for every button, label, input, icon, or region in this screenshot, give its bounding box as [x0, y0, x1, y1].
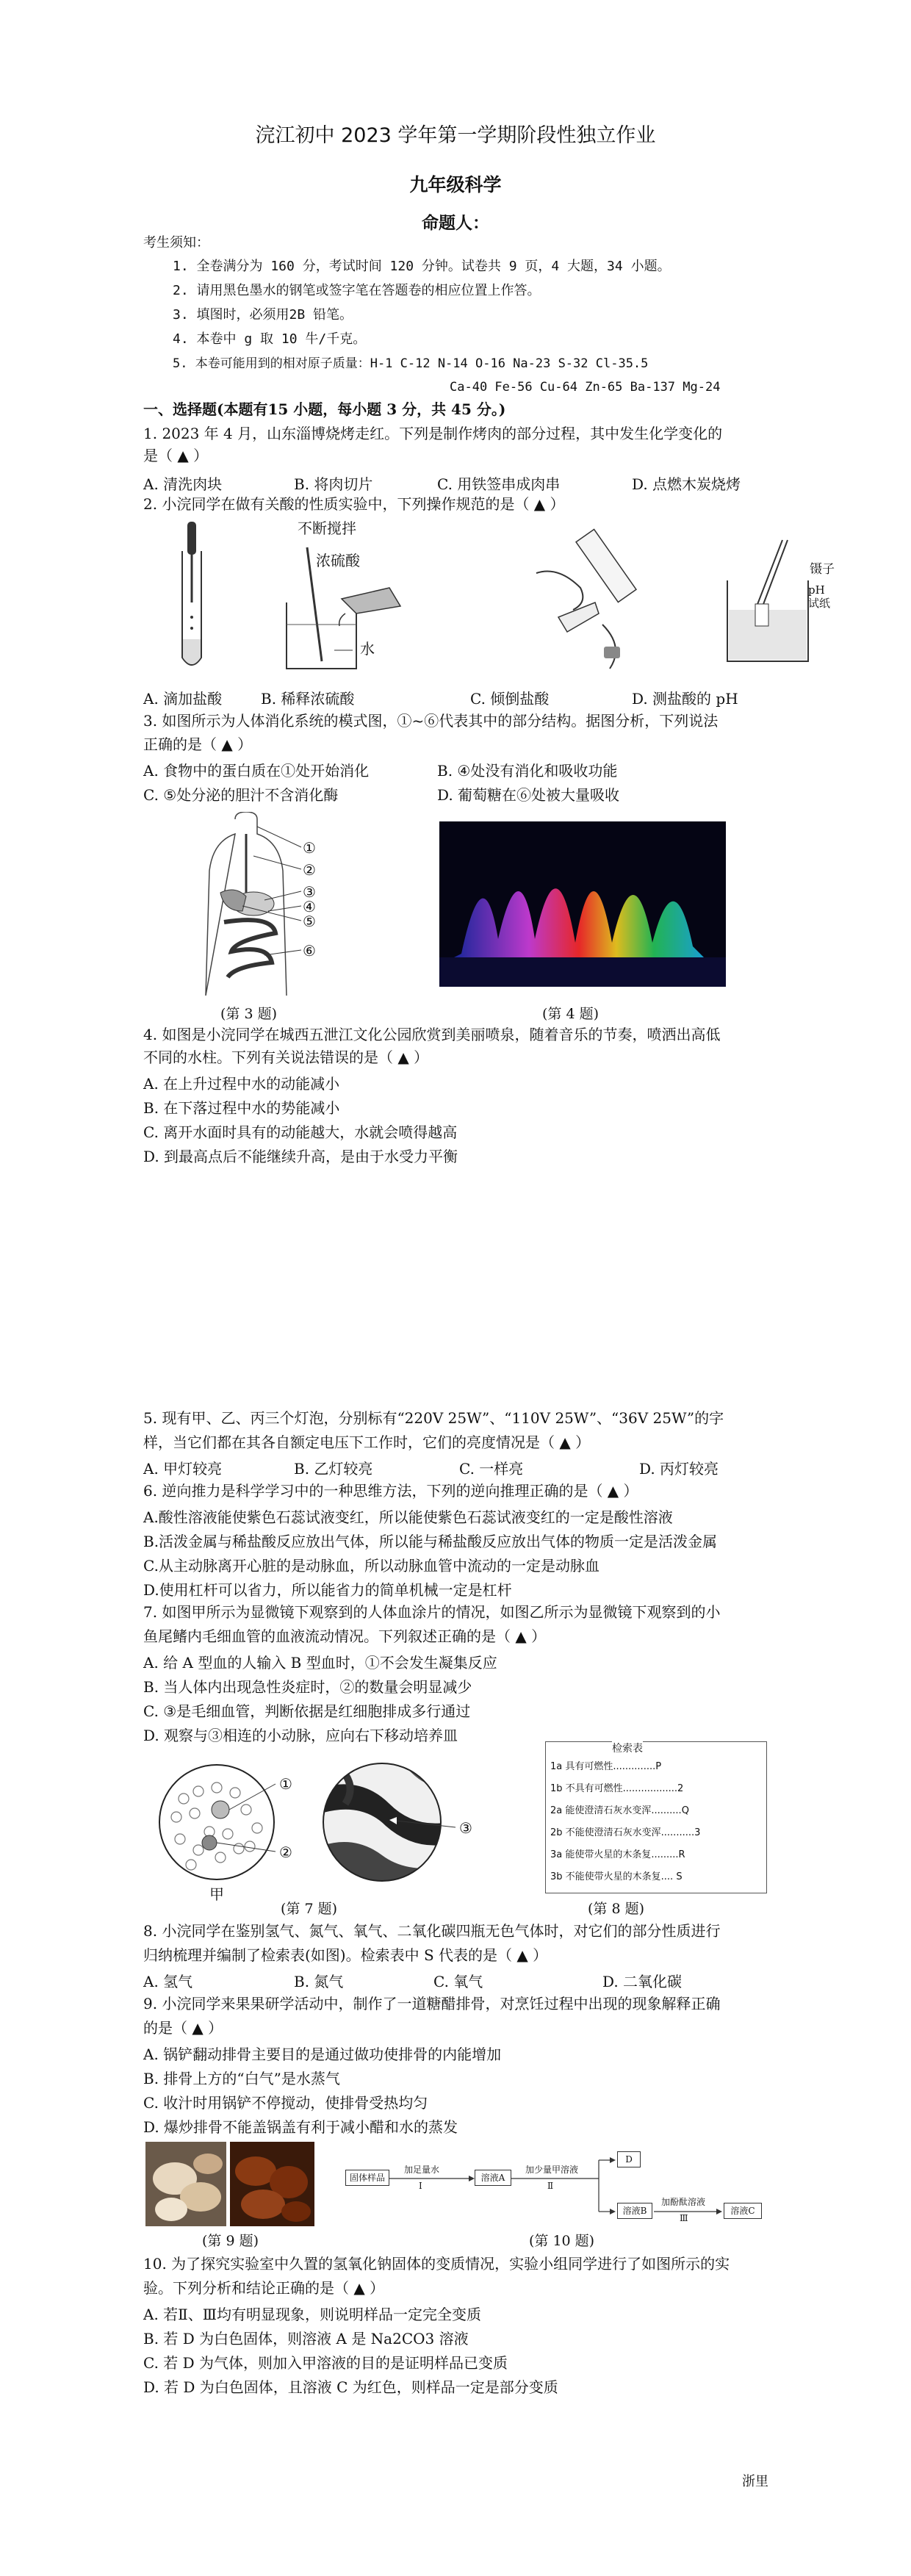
q2-option-c[interactable]: C. 倾倒盐酸: [470, 690, 550, 708]
q6-option-b[interactable]: B.活泼金属与稀盐酸反应放出气体，所以能与稀盐酸反应放出气体的物质一定是活泼金属: [143, 1533, 718, 1550]
q2-label-ph: pH: [808, 583, 825, 597]
q4-option-a[interactable]: A. 在上升过程中水的动能减小: [143, 1075, 340, 1093]
notice-item: 5. 本卷可能用到的相对原子质量：H-1 C-12 N-14 O-16 Na-23 S-32 Cl-35.5: [173, 356, 649, 371]
q9-option-c[interactable]: C. 收汁时用锅铲不停搅动，使排骨受热均匀: [143, 2094, 428, 2112]
q1-option-c[interactable]: C. 用铁签串成肉串: [437, 475, 561, 493]
key-line: 2a 能使澄清石灰水变浑..........Q: [550, 1805, 689, 1816]
q7-option-c[interactable]: C. ③是毛细血管，判断依据是红细胞排成多行通过: [143, 1702, 471, 1720]
q4-option-b[interactable]: B. 在下落过程中水的势能减小: [143, 1099, 340, 1117]
q1-stem: 1. 2023 年 4 月，山东淄博烧烤走红。下列是制作烤肉的部分过程，其中发生化学变化的: [143, 425, 723, 442]
marker-1: ①: [303, 839, 316, 857]
marker-2: ②: [279, 1843, 292, 1861]
q1-option-b[interactable]: B. 将肉切片: [294, 475, 373, 493]
q9-stem: 9. 小浣同学来果果研学活动中，制作了一道糖醋排骨，对烹饪过程中出现的现象解释正确: [143, 1995, 721, 2012]
q1-option-d[interactable]: D. 点燃木炭烧烤: [632, 475, 741, 493]
q9-caption: (第 9 题): [202, 2233, 259, 2249]
ph-test-figure: [727, 540, 808, 661]
q5-stem: 样，当它们都在其各自额定电压下工作时，它们的亮度情况是（ ▲ ）: [143, 1433, 591, 1451]
key-heading: 检索表: [612, 1741, 643, 1755]
flow-step1-roman: Ⅰ: [419, 2181, 422, 2191]
key-line: 2b 不能使澄清石灰水变浑...........3: [550, 1827, 701, 1838]
flow-step2-label: 加少量甲溶液: [525, 2165, 579, 2175]
q5-option-b[interactable]: B. 乙灯较亮: [294, 1460, 373, 1478]
notice-item: 2. 请用黑色墨水的钢笔或签字笔在答题卷的相应位置上作答。: [173, 283, 541, 298]
q8-option-a[interactable]: A. 氢气: [143, 1973, 193, 1990]
notice-item: 4. 本卷中 g 取 10 牛/千克。: [173, 331, 367, 347]
flow-solution-b: 溶液B: [617, 2203, 652, 2219]
q3-caption: (第 3 题): [220, 1006, 277, 1022]
pouring-figure: [536, 529, 636, 669]
flow-step3-label: 加酚酞溶液: [661, 2197, 706, 2207]
marker-1: ①: [279, 1775, 292, 1793]
q1-option-a[interactable]: A. 清洗肉块: [143, 475, 223, 493]
q8-caption: (第 8 题): [588, 1901, 644, 1917]
q9-option-b[interactable]: B. 排骨上方的“白气”是水蒸气: [143, 2070, 340, 2087]
section-heading: 一、选择题(本题有15 小题，每小题 3 分，共 45 分。): [143, 400, 506, 418]
q8-option-b[interactable]: B. 氮气: [294, 1973, 344, 1990]
marker-3: ③: [303, 883, 316, 901]
q1-stem: 是（ ▲ ）: [143, 447, 209, 464]
q8-option-d[interactable]: D. 二氧化碳: [602, 1973, 683, 1990]
q8-stem: 归纳梳理并编制了检索表(如图)。检索表中 S 代表的是（ ▲ ）: [143, 1946, 548, 1964]
q5-stem: 5. 现有甲、乙、丙三个灯泡，分别标有“220V 25W”、“110V 25W”、“36V 25W”的字: [143, 1409, 724, 1427]
notice-item: Ca-40 Fe-56 Cu-64 Zn-65 Ba-137 Mg-24: [450, 380, 721, 395]
q4-option-d[interactable]: D. 到最高点后不能继续升高，是由于水受力平衡: [143, 1148, 458, 1165]
key-table: [545, 1741, 767, 1893]
q7-option-a[interactable]: A. 给 A 型血的人输入 B 型血时，①不会发生凝集反应: [143, 1654, 497, 1672]
q6-stem: 6. 逆向推力是科学学习中的一种思维方法，下列的逆向推理正确的是（ ▲ ）: [143, 1482, 638, 1500]
flow-solution-a: 溶液A: [475, 2170, 511, 2186]
q2-figure: [147, 522, 889, 683]
flow-diagram-arrows: [345, 2149, 860, 2230]
q2-option-b[interactable]: B. 稀释浓硫酸: [261, 690, 355, 708]
q8-stem: 8. 小浣同学在鉴别氢气、氮气、氧气、二氧化碳四瓶无色气体时，对它们的部分性质进行: [143, 1922, 721, 1940]
q2-label-tweezers: 镊子: [810, 562, 835, 577]
exam-subtitle: 九年级科学: [409, 174, 502, 195]
q6-option-d[interactable]: D.使用杠杆可以省力，所以能省力的简单机械一定是杠杆: [143, 1581, 512, 1599]
notice-heading: 考生须知：: [143, 235, 209, 251]
digestive-system-figure: [184, 812, 345, 996]
q3-option-c[interactable]: C. ⑤处分泌的胆汁不含消化酶: [143, 786, 339, 804]
q6-option-a[interactable]: A.酸性溶液能使紫色石蕊试液变红，所以能使紫色石蕊试液变红的一定是酸性溶液: [143, 1508, 673, 1526]
notice-item: 1. 全卷满分为 160 分，考试时间 120 分钟。试卷共 9 页，4 大题，34 小题。: [173, 259, 671, 274]
q3-option-a[interactable]: A. 食物中的蛋白质在①处开始消化: [143, 762, 370, 780]
q8-option-c[interactable]: C. 氧气: [433, 1973, 483, 1990]
q10-option-c[interactable]: C. 若 D 为气体，则加入甲溶液的目的是证明样品已变质: [143, 2354, 508, 2372]
flow-product-d: D: [617, 2151, 641, 2167]
q3-option-d[interactable]: D. 葡萄糖在⑥处被大量吸收: [437, 786, 620, 804]
exam-title: 浣江初中 2023 学年第一学期阶段性独立作业: [255, 124, 656, 147]
key-line: 3b 不能使带火星的木条复.... S: [550, 1871, 683, 1882]
pork-ribs-photo: [145, 2142, 314, 2226]
q5-option-c[interactable]: C. 一样亮: [459, 1460, 524, 1478]
q10-caption: (第 10 题): [529, 2233, 595, 2249]
notice-item: 3. 填图时，必须用2B 铅笔。: [173, 307, 353, 323]
flow-step1-label: 加足量水: [404, 2165, 440, 2175]
q9-stem: 的是（ ▲ ）: [143, 2019, 223, 2037]
dropper-test-tube-figure: [182, 522, 201, 665]
q2-option-d[interactable]: D. 测盐酸的 pH: [632, 690, 738, 708]
q10-option-d[interactable]: D. 若 D 为白色固体，且溶液 C 为红色，则样品一定是部分变质: [143, 2378, 558, 2396]
q9-option-a[interactable]: A. 锅铲翻动排骨主要目的是通过做功使排骨的内能增加: [143, 2046, 502, 2063]
q9-option-d[interactable]: D. 爆炒排骨不能盖锅盖有利于减小醋和水的蒸发: [143, 2118, 458, 2136]
flow-step3-roman: Ⅲ: [680, 2213, 688, 2223]
flow-step2-roman: Ⅱ: [547, 2181, 554, 2191]
q3-option-b[interactable]: B. ④处没有消化和吸收功能: [437, 762, 618, 780]
q7-stem: 7. 如图甲所示为显微镜下观察到的人体血涂片的情况，如图乙所示为显微镜下观察到的小: [143, 1603, 721, 1621]
q7-caption: (第 7 题): [281, 1901, 337, 1917]
q4-option-c[interactable]: C. 离开水面时具有的动能越大，水就会喷得越高: [143, 1123, 458, 1141]
q2-label-stir: 不断搅拌: [298, 519, 356, 537]
q10-option-b[interactable]: B. 若 D 为白色固体，则溶液 A 是 Na2CO3 溶液: [143, 2330, 469, 2347]
q4-stem: 4. 如图是小浣同学在城西五泄江文化公园欣赏到美丽喷泉，随着音乐的节奏，喷洒出高低: [143, 1026, 721, 1043]
q2-option-a[interactable]: A. 滴加盐酸: [143, 690, 223, 708]
q7-option-d[interactable]: D. 观察与③相连的小动脉，应向右下移动培养皿: [143, 1727, 458, 1744]
marker-5: ⑤: [303, 913, 316, 930]
q4-caption: (第 4 题): [542, 1006, 599, 1022]
flow-solution-c: 溶液C: [724, 2203, 762, 2219]
q4-stem: 不同的水柱。下列有关说法错误的是（ ▲ ）: [143, 1048, 429, 1066]
q10-option-a[interactable]: A. 若Ⅱ、Ⅲ均有明显现象，则说明样品一定完全变质: [143, 2306, 482, 2323]
flow-solid-sample: 固体样品: [345, 2170, 389, 2186]
key-line: 1a 具有可燃性..............P: [550, 1761, 662, 1772]
key-line: 1b 不具有可燃性..................2: [550, 1783, 684, 1794]
q2-label-water: 水: [360, 640, 375, 658]
q10-stem: 验。下列分析和结论正确的是（ ▲ ）: [143, 2279, 385, 2297]
exam-author: 命题人：: [422, 214, 489, 233]
q3-stem: 正确的是（ ▲ ）: [143, 735, 253, 753]
q5-option-d[interactable]: D. 丙灯较亮: [639, 1460, 719, 1478]
marker-4: ④: [303, 898, 316, 915]
q2-label-paper: 试纸: [808, 597, 831, 610]
marker-6: ⑥: [303, 942, 316, 960]
q6-option-c[interactable]: C.从主动脉离开心脏的是动脉血，所以动脉血管中流动的一定是动脉血: [143, 1557, 599, 1575]
footer-mark: 浙里: [742, 2474, 768, 2489]
q7-stem: 鱼尾鳍内毛细血管的血液流动情况。下列叙述正确的是（ ▲ ）: [143, 1627, 547, 1645]
q10-stem: 10. 为了探究实验室中久置的氢氧化钠固体的变质情况，实验小组同学进行了如图所示的实: [143, 2255, 730, 2273]
q5-option-a[interactable]: A. 甲灯较亮: [143, 1460, 223, 1478]
label-jia: 甲: [209, 1885, 224, 1903]
q3-stem: 3. 如图所示为人体消化系统的模式图，①~⑥代表其中的部分结构。据图分析，下列说法: [143, 712, 719, 730]
q2-stem: 2. 小浣同学在做有关酸的性质实验中，下列操作规范的是（ ▲ ）: [143, 495, 565, 513]
q2-label-acid: 浓硫酸: [316, 552, 360, 569]
q7-option-b[interactable]: B. 当人体内出现急性炎症时，②的数量会明显减少: [143, 1678, 472, 1696]
marker-3: ③: [459, 1819, 472, 1837]
fountain-photo: [439, 821, 726, 987]
key-line: 3a 能使带火星的木条复.........R: [550, 1849, 685, 1860]
marker-2: ②: [303, 861, 316, 879]
